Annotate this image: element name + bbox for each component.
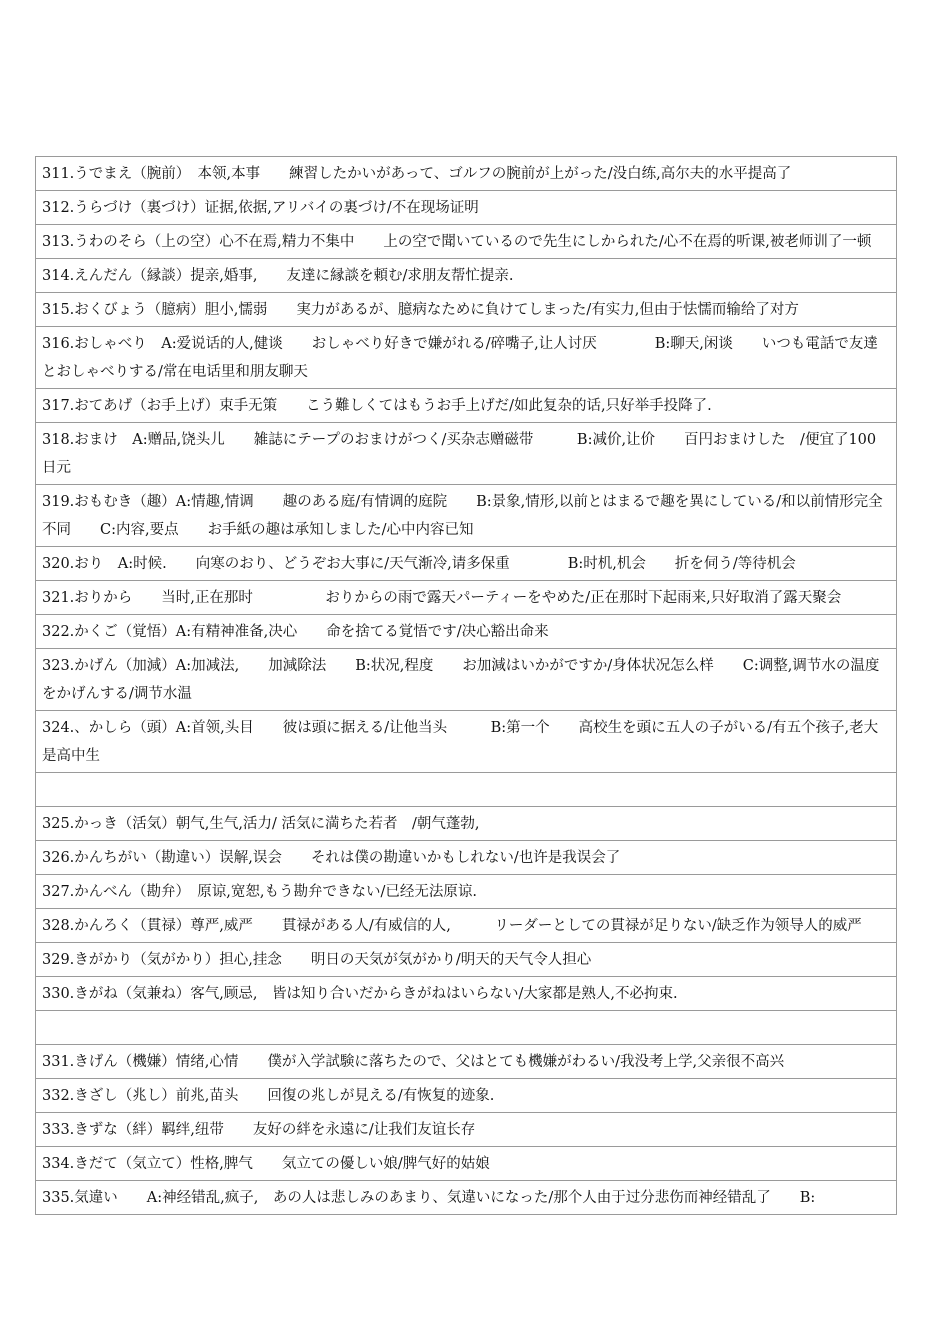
- entry-cell: 311.うでまえ（腕前） 本领,本事 練習したかいがあって、ゴルフの腕前が上がった/没白练,高尔夫的水平提高了: [36, 157, 897, 191]
- entry-cell: 322.かくご（覚悟）A:有精神准备,决心 命を捨てる覚悟です/决心豁出命来: [36, 615, 897, 649]
- entry-cell: 327.かんべん（勘弁） 原谅,宽恕,もう勘弁できない/已经无法原谅.: [36, 875, 897, 909]
- table-row: [36, 423, 897, 485]
- entry-cell: 323.かげん（加減）A:加减法, 加減除法 B:状况,程度 お加減はいかがですか/身体状况怎么样 C:调整,调节水の温度をかげんする/调节水温: [36, 649, 897, 711]
- entry-cell: 319.おもむき（趣）A:情趣,情调 趣のある庭/有情调的庭院 B:景象,情形,以前とはまるで趣を異にしている/和以前情形完全不同 C:内容,要点 お手紙の趣は承知しました/心中内容已知: [36, 485, 897, 547]
- entry-cell: 332.きざし（兆し）前兆,苗头 回復の兆しが見える/有恢复的迹象.: [36, 1079, 897, 1113]
- table-row: [36, 157, 897, 191]
- entry-cell: 325.かっき（活気）朝气,生气,活力/ 活気に満ちた若者 /朝气蓬勃,: [36, 807, 897, 841]
- entry-cell: 316.おしゃべり A:爱说话的人,健谈 おしゃべり好きで嫌がれる/碎嘴子,让人讨厌 B:聊天,闲谈 いつも電話で友達とおしゃべりする/常在电话里和朋友聊天: [36, 327, 897, 389]
- entry-cell: 315.おくびょう（臆病）胆小,懦弱 実力があるが、臆病なために負けてしまった/有实力,但由于怯懦而输给了对方: [36, 293, 897, 327]
- entry-cell: 334.きだて（気立て）性格,脾气 気立ての優しい娘/脾气好的姑娘: [36, 1147, 897, 1181]
- entry-cell: 317.おてあげ（お手上げ）束手无策 こう難しくてはもうお手上げだ/如此复杂的话,只好举手投降了.: [36, 389, 897, 423]
- table-row: [36, 1079, 897, 1113]
- entry-cell: 324.、かしら（頭）A:首领,头目 彼は頭に据える/让他当头 B:第一个 高校生を頭に五人の子がいる/有五个孩子,老大是高中生: [36, 711, 897, 773]
- table-row: [36, 977, 897, 1011]
- entry-cell: 326.かんちがい（勘違い）误解,误会 それは僕の勘違いかもしれない/也许是我误会了: [36, 841, 897, 875]
- table-row: [36, 389, 897, 423]
- table-row: [36, 225, 897, 259]
- entry-cell: 321.おりから 当时,正在那时 おりからの雨で露天パーティーをやめた/正在那时下起雨来,只好取消了露天聚会: [36, 581, 897, 615]
- table-row: [36, 1113, 897, 1147]
- table-row: [36, 293, 897, 327]
- table-row: [36, 1147, 897, 1181]
- entry-cell: 333.きずな（絆）羁绊,纽带 友好の絆を永遠に/让我们友谊长存: [36, 1113, 897, 1147]
- table-row: [36, 807, 897, 841]
- vocabulary-table: [35, 156, 897, 1215]
- entry-cell: 328.かんろく（貫禄）尊严,威严 貫禄がある人/有威信的人, リーダーとしての貫禄が足りない/缺乏作为领导人的威严: [36, 909, 897, 943]
- entry-cell: 312.うらづけ（裏づけ）证据,依据,アリバイの裏づけ/不在现场证明: [36, 191, 897, 225]
- table-row: [36, 711, 897, 773]
- table-row: [36, 943, 897, 977]
- table-row: [36, 909, 897, 943]
- entry-cell: 329.きがかり（気がかり）担心,挂念 明日の天気が気がかり/明天的天气令人担心: [36, 943, 897, 977]
- entry-cell: 318.おまけ A:赠品,饶头儿 雑誌にテープのおまけがつく/买杂志赠磁带 B:减价,让价 百円おまけした /便宜了100日元: [36, 423, 897, 485]
- table-row: [36, 191, 897, 225]
- table-row: [36, 1181, 897, 1215]
- table-row: [36, 581, 897, 615]
- entry-cell: 331.きげん（機嫌）情绪,心情 僕が入学試験に落ちたので、父はとても機嫌がわるい/我没考上学,父亲很不高兴: [36, 1045, 897, 1079]
- table-row: [36, 485, 897, 547]
- table-row: [36, 875, 897, 909]
- entry-cell: [36, 1011, 897, 1045]
- entry-cell: 320.おり A:时候. 向寒のおり、どうぞお大事に/天气渐冷,请多保重 B:时机,机会 折を伺う/等待机会: [36, 547, 897, 581]
- entry-cell: 335.気違い A:神经错乱,疯子, あの人は悲しみのあまり、気違いになった/那个人由于过分悲伤而神经错乱了 B:: [36, 1181, 897, 1215]
- table-row: [36, 841, 897, 875]
- table-row: [36, 327, 897, 389]
- table-row: [36, 1045, 897, 1079]
- entry-cell: 330.きがね（気兼ね）客气,顾忌, 皆は知り合いだからきがねはいらない/大家都是熟人,不必拘束.: [36, 977, 897, 1011]
- table-row: [36, 547, 897, 581]
- entry-cell: 314.えんだん（縁談）提亲,婚事, 友達に縁談を頼む/求朋友帮忙提亲.: [36, 259, 897, 293]
- table-row: [36, 259, 897, 293]
- table-row: [36, 615, 897, 649]
- table-row: [36, 649, 897, 711]
- entry-cell: [36, 773, 897, 807]
- table-row-blank: [36, 1011, 897, 1045]
- table-row-blank: [36, 773, 897, 807]
- entry-cell: 313.うわのそら（上の空）心不在焉,精力不集中 上の空で聞いているので先生にしかられた/心不在焉的听课,被老师训了一顿: [36, 225, 897, 259]
